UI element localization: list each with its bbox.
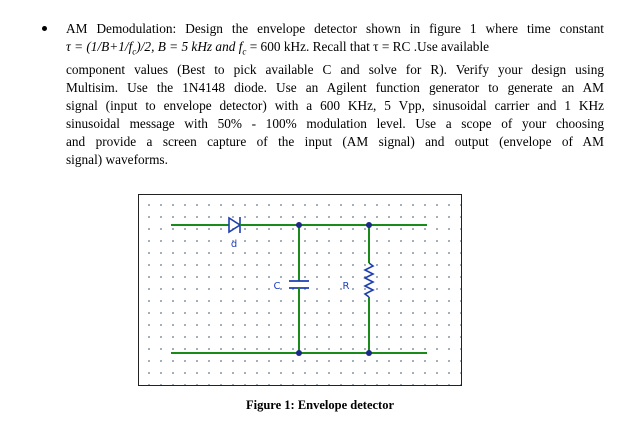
paragraph-line-1: AM Demodulation: Design the envelope detector shown in figure 1 where time constant: [66, 21, 604, 36]
formula-subscript-c: c: [132, 46, 137, 57]
diode-label: d: [230, 239, 238, 250]
paragraph-line-5: signal (input to envelope detector) with a 600 KHz, 5 Vpp, sinusoidal carrier and 1 KHz: [66, 97, 604, 113]
paragraph-line-4: Multisim. Use the 1N4148 diode. Use an Agilent function generator to generate an AM: [66, 79, 604, 95]
diode-symbol: [229, 217, 240, 233]
junction-node: [366, 222, 372, 228]
junction-node: [296, 222, 302, 228]
resistor-label: R: [342, 281, 350, 292]
junction-node: [366, 350, 372, 356]
figure-caption: Figure 1: Envelope detector: [246, 398, 394, 412]
bullet-item: [44, 20, 604, 169]
paragraph-line-3: component values (Best to pick available C and solve for R). Verify your design using: [66, 61, 604, 77]
resistor-symbol: [365, 263, 373, 297]
capacitor-label: C: [273, 281, 281, 292]
formula-tau-part: τ = (1/B+1/f: [66, 39, 133, 54]
paragraph-line-8: signal) waveforms.: [66, 151, 168, 167]
paragraph-line-6: sinusoidal message with 50% - 100% modulation level. Use a scope of your choosing: [66, 115, 604, 131]
bullet-paragraph: [66, 20, 604, 169]
junction-node: [296, 350, 302, 356]
formula-line: [66, 38, 604, 61]
formula-rest: = 600 kHz. Recall that τ = RC .Use available: [246, 39, 490, 54]
circuit-schematic: [138, 194, 462, 386]
bullet-dot: [42, 26, 47, 31]
formula-subscript-c-2: c: [242, 46, 247, 57]
capacitor-symbol: [289, 281, 309, 288]
circuit-svg: [139, 195, 463, 387]
paragraph-line-7: and provide a screen capture of the input (AM signal) and output (envelope of AM: [66, 133, 604, 149]
formula-bandwidth-part: )/2, B = 5 kHz and f: [136, 39, 243, 54]
